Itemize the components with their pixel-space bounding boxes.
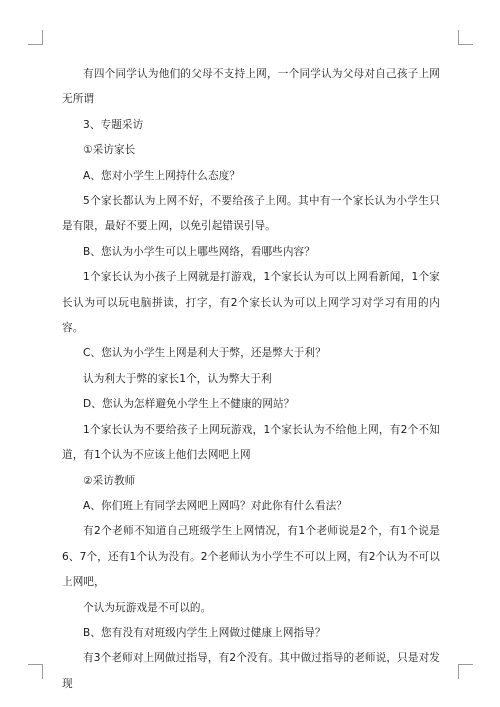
question-teachers-a: A、你们班上有同学去网吧上网吗？对此你有什么看法？	[83, 499, 347, 512]
subsection-heading-teachers: ②采访教师	[83, 474, 136, 487]
question-parents-d: D、您认为怎样避免小学生上不健康的网站？	[83, 398, 295, 411]
question-parents-b: B、您认为小学生可以上哪些网络，看哪些内容？	[83, 245, 315, 258]
question-parents-c: C、您认为小学生上网是利大于弊，还是弊大于利？	[83, 347, 326, 360]
crop-mark-bottom-left	[28, 664, 43, 679]
crop-mark-top-left	[28, 30, 43, 45]
answer-parents-d: 1个家长认为不要给孩子上网玩游戏，1个家长认为不给他上网，有2个不知道，有1个认为不应该上他们去网吧上网	[62, 423, 440, 462]
question-parents-a: A、您对小学生上网持什么态度？	[83, 169, 241, 182]
paragraph-parents-attitude-summary: 有四个同学认为他们的父母不支持上网，一个同学认为父母对自己孩子上网无所谓	[62, 68, 440, 106]
answer-teachers-b: 有3个老师对上网做过指导，有2个没有。其中做过指导的老师说，只是对发现	[62, 652, 440, 690]
crop-mark-top-right	[458, 30, 473, 45]
document-body	[62, 62, 440, 697]
answer-teachers-a: 有2个老师不知道自己班级学生上网情况，有1个老师说是2个，有1个说是6、7个，还有1个认为没有。2个老师认为小学生不可以上网，有2个认为不可以上网吧，	[62, 525, 440, 589]
question-teachers-b: B、您有没有对班级内学生上网做过健康上网指导？	[83, 626, 326, 639]
answer-teachers-a-continued: 个认为玩游戏是不可以的。	[83, 601, 212, 614]
answer-parents-c: 认为利大于弊的家长1个，认为弊大于利	[83, 372, 272, 385]
answer-parents-b: 1个家长认为小孩子上网就是打游戏，1个家长认为可以上网看新闻，1个家长认为可以玩电脑拼读，打字，有2个家长认为可以上网学习对学习有用的内容。	[62, 271, 440, 335]
subsection-heading-parents: ①采访家长	[83, 144, 136, 157]
crop-mark-bottom-right	[458, 664, 473, 679]
answer-parents-a: 5个家长都认为上网不好，不要给孩子上网。其中有一个家长认为小学生只是有限，最好不要上网，以免引起错误引导。	[62, 195, 440, 233]
section-heading-interview: 3、专题采访	[83, 118, 144, 131]
